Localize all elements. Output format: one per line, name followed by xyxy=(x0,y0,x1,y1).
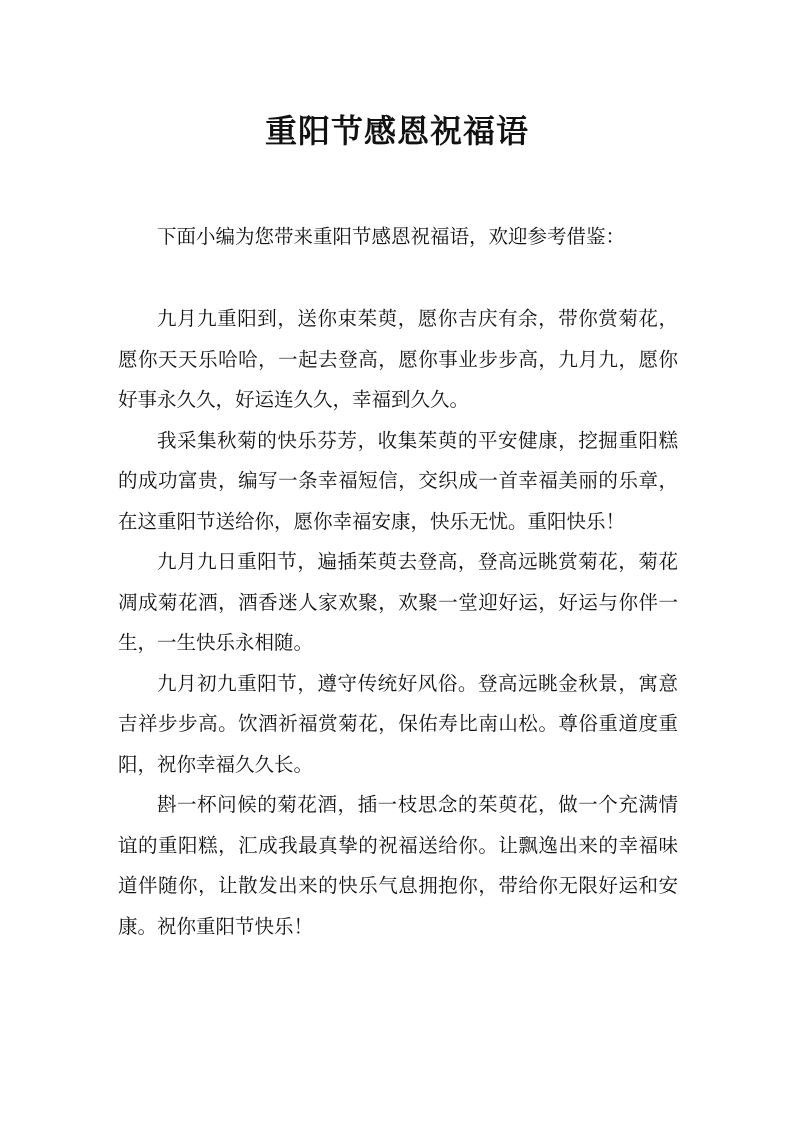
blessing-paragraph-4: 九月初九重阳节，遵守传统好风俗。登高远眺金秋景，寓意吉祥步步高。饮酒祈福赏菊花，保佑寿比南山松。尊俗重道度重阳，祝你幸福久久长。 xyxy=(118,671,678,776)
document-body xyxy=(118,299,678,947)
blessing-paragraph-5: 斟一杯问候的菊花酒，插一枝思念的茱萸花，做一个充满情谊的重阳糕，汇成我最真挚的祝福送给你。让飘逸出来的幸福味道伴随你，让散发出来的快乐气息拥抱你，带给你无限好运和安康。祝你重阳节快乐！ xyxy=(118,793,678,938)
blessing-paragraph-2: 我采集秋菊的快乐芬芳，收集茱萸的平安健康，挖掘重阳糕的成功富贵，编写一条幸福短信，交织成一首幸福美丽的乐章，在这重阳节送给你，愿你幸福安康，快乐无忧。重阳快乐！ xyxy=(118,428,678,533)
document-title: 重阳节感恩祝福语 xyxy=(264,112,529,150)
intro-paragraph: 下面小编为您带来重阳节感恩祝福语，欢迎参考借鉴： xyxy=(157,225,626,248)
blessing-paragraph-1: 九月九重阳到，送你束茱萸，愿你吉庆有余，带你赏菊花，愿你天天乐哈哈，一起去登高，愿你事业步步高，九月九，愿你好事永久久，好运连久久，幸福到久久。 xyxy=(118,307,678,411)
blessing-paragraph-3: 九月九日重阳节，遍插茱萸去登高，登高远眺赏菊花，菊花凋成菊花酒，酒香迷人家欢聚，欢聚一堂迎好运，好运与你伴一生，一生快乐永相随。 xyxy=(118,550,678,654)
